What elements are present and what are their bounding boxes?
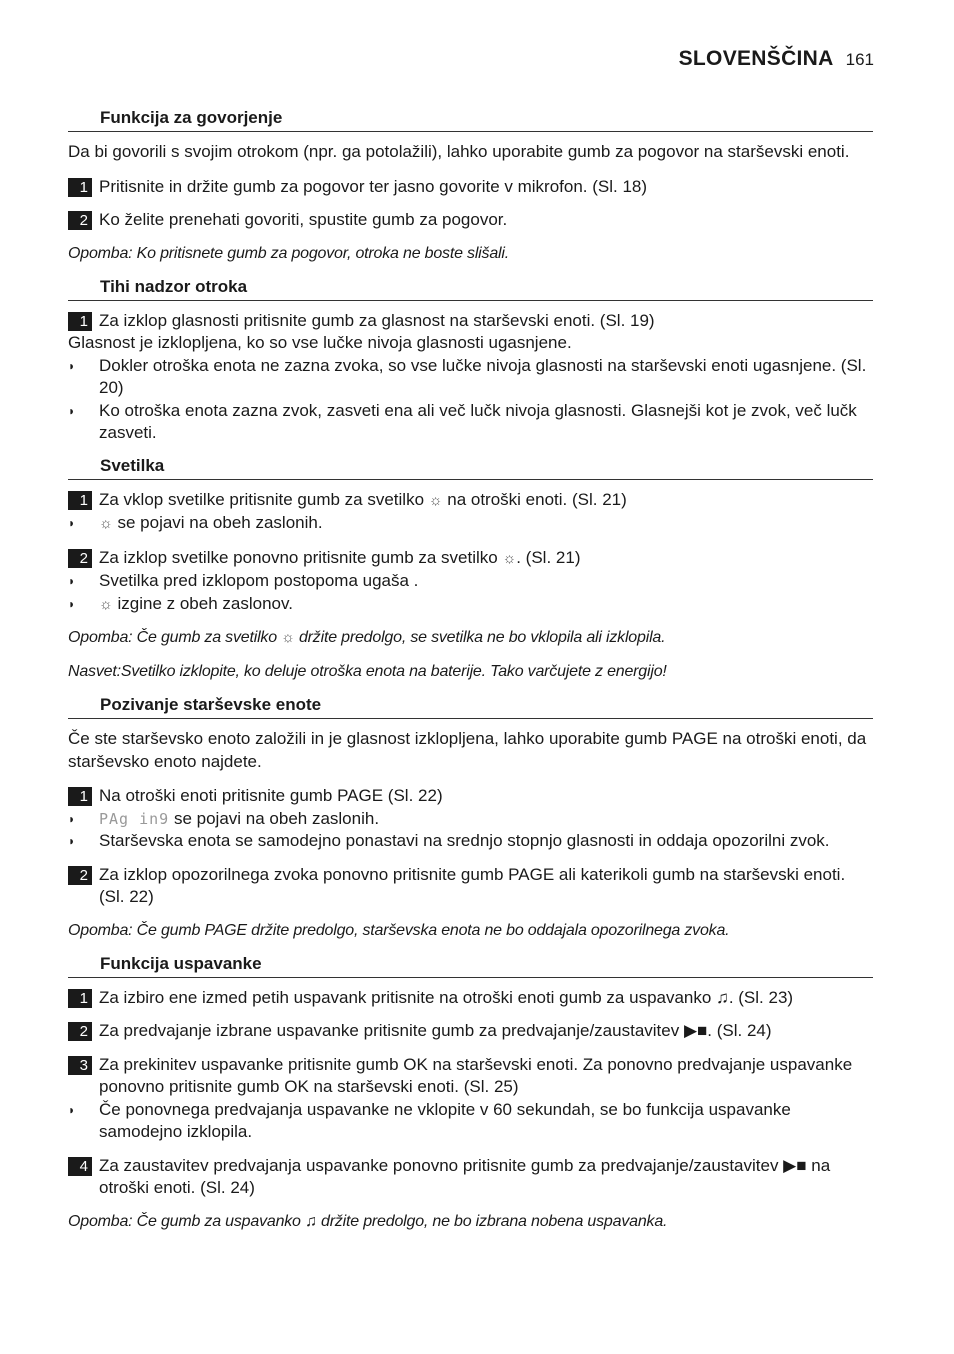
bullet-text: PAg in9 se pojavi na obeh zaslonih.: [99, 808, 380, 828]
step-number: 2: [68, 549, 92, 568]
step-number: 2: [68, 866, 92, 885]
bullet-marker-icon: ◗: [68, 596, 76, 611]
section-intro: Da bi govorili s svojim otrokom (npr. ga potolažili), lahko uporabite gumb za pogovor na starševski enoti.: [68, 142, 850, 161]
step-text: Za izklop glasnosti pritisnite gumb za glasnost na starševski enoti. (Sl. 19): [99, 310, 655, 330]
nightlight-icon: ☼: [281, 629, 295, 646]
step-item: [68, 176, 873, 199]
bullet-marker-icon: ◗: [68, 516, 76, 530]
bullet-marker-icon: ◗: [68, 574, 76, 588]
step-number: 1: [68, 989, 92, 1008]
page-content: [68, 108, 873, 1245]
step-item: [68, 489, 873, 513]
step-item: [68, 1020, 873, 1043]
step-text: Na otroški enoti pritisnite gumb PAGE (Sl. 22): [99, 786, 443, 805]
page-number: 161: [845, 50, 874, 69]
step-number: 4: [68, 1157, 92, 1176]
language-heading: SLOVENŠČINA: [678, 47, 834, 70]
bullet-marker-icon: ◗: [68, 358, 76, 373]
step-item: [68, 209, 873, 232]
nightlight-icon: ☼: [99, 595, 113, 613]
step-text: Za izbiro ene izmed petih uspavank pritisnite na otroški enoti gumb za uspavanko ♫. (Sl. 23): [99, 987, 794, 1007]
bullet-text: ☼ se pojavi na obeh zaslonih.: [99, 513, 323, 532]
nightlight-icon: ☼: [428, 491, 443, 509]
bullet-text: Ko otroška enota zazna zvok, zasveti ena ali več lučk nivoja glasnosti. Glasnejši kot je zvok, več lučk zasveti.: [99, 400, 857, 442]
step-item: [68, 547, 873, 571]
step-text: Za predvajanje izbrane uspavanke pritisnite gumb za predvajanje/zaustavitev ▶■. (Sl. 24): [99, 1021, 772, 1040]
step-number: 2: [68, 1022, 92, 1041]
step-number: 1: [68, 491, 92, 510]
step-item: [68, 1054, 873, 1099]
bullet-item: [68, 355, 873, 400]
section-title-lullaby: Funkcija uspavanke: [68, 954, 873, 978]
bullet-text: ☼ izgine z obeh zaslonov.: [99, 593, 293, 613]
step-text: Ko želite prenehati govoriti, spustite gumb za pogovor.: [99, 210, 508, 229]
step-text: Pritisnite in držite gumb za pogovor ter jasno govorite v mikrofon. (Sl. 18): [99, 176, 648, 196]
page-header: [679, 47, 874, 71]
note: Opomba: Če gumb PAGE držite predolgo, starševska enota ne bo oddajala opozorilnega zvoka.: [68, 921, 730, 939]
step-text: Za izklop opozorilnega zvoka ponovno pritisnite gumb PAGE ali katerikoli gumb na starševski enoti. (Sl. 22): [99, 864, 846, 906]
step-number: 2: [68, 211, 92, 230]
step-number: 1: [68, 787, 92, 806]
step-number: 1: [68, 178, 92, 197]
step-number: 3: [68, 1056, 92, 1075]
bullet-item: [68, 570, 873, 593]
bullet-marker-icon: ◗: [68, 403, 76, 418]
section-title-nightlight: Svetilka: [68, 456, 873, 480]
tip: Nasvet:Svetilko izklopite, ko deluje otroška enota na baterije. Tako varčujete z energijo!: [68, 663, 667, 680]
bullet-text: Svetilka pred izklopom postopoma ugaša .: [99, 571, 419, 590]
bullet-marker-icon: ◗: [68, 811, 76, 826]
section-title-silent-monitoring: Tihi nadzor otroka: [68, 277, 873, 301]
nightlight-icon: ☼: [502, 549, 517, 567]
section-title-talk: Funkcija za govorjenje: [68, 108, 873, 132]
note: Opomba: Če gumb za uspavanko ♫ držite predolgo, ne bo izbrana nobena uspavanka.: [68, 1212, 668, 1230]
bullet-text: Dokler otroška enota ne zazna zvoka, so vse lučke nivoja glasnosti na starševski enoti ugasnjene. (Sl. 20): [99, 355, 867, 397]
bullet-item: [68, 593, 873, 617]
step-text: Za zaustavitev predvajanja uspavanke ponovno pritisnite gumb za predvajanje/zaustavitev ▶■ na otroški enoti. (Sl. 24): [99, 1155, 831, 1197]
section-title-paging: Pozivanje starševske enote: [68, 695, 873, 719]
bullet-text: Starševska enota se samodejno ponastavi na srednjo stopnjo glasnosti in oddaja opozorilni zvok.: [99, 831, 830, 850]
bullet-item: [68, 400, 873, 445]
step-text: Za izklop svetilke ponovno pritisnite gumb za svetilko ☼. (Sl. 21): [99, 547, 581, 567]
section-intro: Če ste starševsko enoto založili in je glasnost izklopljena, lahko uporabite gumb PAGE na otroški enoti, da starševsko enoto najdete.: [68, 729, 867, 771]
bullet-item: [68, 808, 873, 831]
step-item: [68, 310, 873, 333]
step-item: [68, 785, 873, 808]
lcd-display-text: PAg in9: [99, 809, 170, 828]
step-text: Za prekinitev uspavanke pritisnite gumb OK na starševski enoti. Za ponovno predvajanje uspavanke ponovno pritisnite gumb OK na starševski enoti. (Sl. 25): [99, 1054, 853, 1096]
bullet-text: Če ponovnega predvajanja uspavanke ne vklopite v 60 sekundah, se bo funkcija uspavanke samodejno izklopila.: [99, 1099, 791, 1141]
note: Opomba: Če gumb za svetilko ☼ držite predolgo, se svetilka ne bo vklopila ali izklopila.: [68, 629, 666, 646]
step-text: Za vklop svetilke pritisnite gumb za svetilko ☼ na otroški enoti. (Sl. 21): [99, 489, 627, 509]
step-item: [68, 1155, 873, 1200]
bullet-marker-icon: ◗: [68, 834, 76, 848]
result-text: Glasnost je izklopljena, ko so vse lučke nivoja glasnosti ugasnjene.: [68, 333, 572, 352]
bullet-item: [68, 830, 873, 853]
step-item: [68, 987, 873, 1010]
bullet-item: [68, 512, 873, 536]
step-number: 1: [68, 312, 92, 331]
bullet-marker-icon: ◗: [68, 1102, 76, 1117]
step-item: [68, 864, 873, 909]
note: Opomba: Ko pritisnete gumb za pogovor, otroka ne boste slišali.: [68, 244, 509, 262]
bullet-item: [68, 1099, 873, 1144]
nightlight-icon: ☼: [99, 515, 113, 532]
